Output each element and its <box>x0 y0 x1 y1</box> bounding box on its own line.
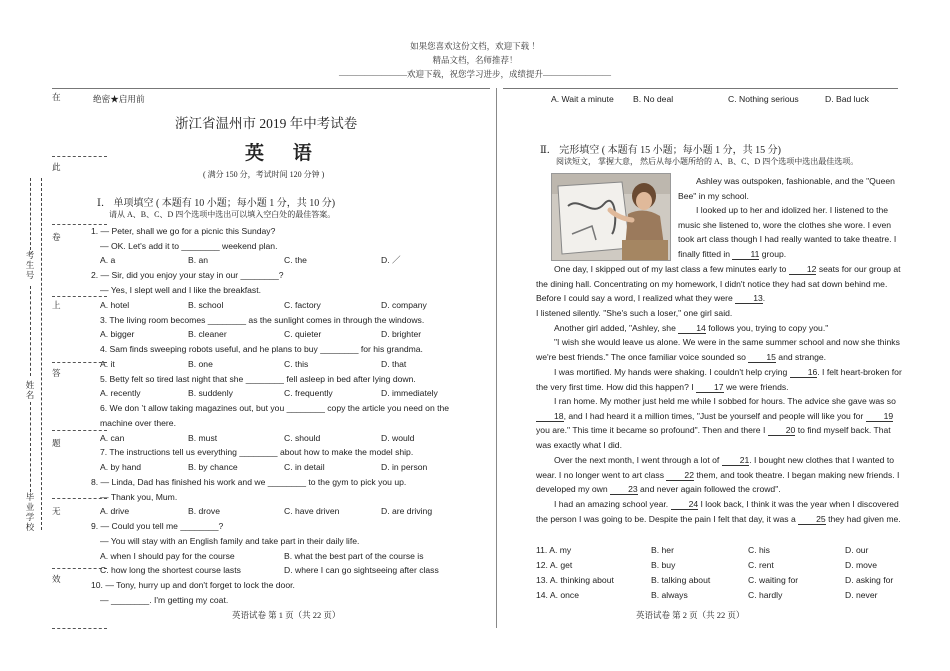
blank-23[interactable]: 23 <box>610 484 638 495</box>
choice-option[interactable]: D. asking for <box>845 575 894 585</box>
paragraph-7 <box>536 394 902 452</box>
question-stem-2: machine over there. <box>100 418 176 428</box>
paragraph-8-text-c: them, and took theatre. I began making new friends. I developed my own <box>536 469 900 495</box>
option[interactable]: D. brighter <box>381 329 422 339</box>
blank-16[interactable]: 16 <box>790 367 818 378</box>
question-stem-2: — OK. Let's add it to ________ weekend plan. <box>100 241 278 251</box>
illustration-svg <box>552 174 670 260</box>
choice-option[interactable]: C. rent <box>748 560 774 570</box>
q10-option-d[interactable]: D. Bad luck <box>825 94 869 104</box>
paragraph-1b-text: I looked up to her and idolized her. I listened to the music she listened to, wore the clothes she wore. I even took art class though I had really wanted to take theatre. I finally fitted in <box>678 205 897 259</box>
paragraph-2-text-a: One day, I skipped out of my last class a few minutes early to <box>554 264 787 274</box>
left-footer: 英语试卷 第 1 页（共 22 页） <box>232 610 341 620</box>
paragraph-6-text-c: we were friends. <box>725 381 789 392</box>
paragraph-7-text-a: I ran home. My mother just held me while I sobbed for hours. The advice she gave was so <box>554 396 896 406</box>
question-stem: 9. — Could you tell me ________? <box>91 521 224 531</box>
choice-option[interactable]: C. his <box>748 545 770 555</box>
option[interactable]: A. when I should pay for the course <box>100 551 235 561</box>
paragraph-9-text-c: they had given me. <box>828 513 901 524</box>
paragraph-3: I listened silently. "She's such a loser," one girl said. <box>536 308 733 318</box>
option[interactable]: B. by chance <box>188 462 238 472</box>
seal-dash <box>52 362 107 363</box>
option[interactable]: C. have driven <box>284 506 340 516</box>
question-stem: 6. We don ’t allow taking magazines out, but you ________ copy the article you need on the <box>100 403 450 413</box>
option[interactable]: B. one <box>188 359 213 369</box>
section2-instructions: 阅读短文， 掌握大意， 然后从每小题所给的 A、B、C、D 四个选项中选出最佳选项。 <box>556 157 859 166</box>
option[interactable]: B. drove <box>188 506 221 516</box>
choice-option[interactable]: B. her <box>651 545 674 555</box>
choice-option[interactable]: C. hardly <box>748 590 783 600</box>
question-stem-2: — ________. I'm getting my coat. <box>100 595 229 605</box>
choice-option[interactable]: D. never <box>845 590 878 600</box>
question-stem-2: — Thank you, Mum. <box>100 492 178 502</box>
option[interactable]: B. must <box>188 433 218 443</box>
option[interactable]: A. recently <box>100 388 141 398</box>
paragraph-1b-end: group. <box>761 248 787 259</box>
question-stem: 10. — Tony, hurry up and don't forget to lock the door. <box>91 580 295 590</box>
page-divider <box>496 88 497 628</box>
paragraph-8-text-b: . I bought new clothes that I wanted to wear. I no longer went to art class <box>536 455 895 480</box>
name-line <box>30 286 31 376</box>
choice-option[interactable]: B. buy <box>651 560 676 570</box>
option[interactable]: C. quieter <box>284 329 322 339</box>
option[interactable]: A. can <box>100 433 125 443</box>
option[interactable]: C. in detail <box>284 462 325 472</box>
option[interactable]: A. a <box>100 255 116 265</box>
option[interactable]: C. how long the shortest course lasts <box>100 565 241 575</box>
top-rule-left <box>52 88 490 89</box>
subject-title: 英 语 <box>245 143 324 164</box>
option[interactable]: C. factory <box>284 300 321 310</box>
paragraph-9 <box>536 497 902 526</box>
question-stem: 2. — Sir, did you enjoy your stay in our ________? <box>91 270 284 280</box>
binding-line <box>41 178 42 530</box>
paragraph-6-text-b: . I felt heart-broken for the very first time. How did this happen? I <box>536 367 902 392</box>
top-rule-right <box>503 88 898 89</box>
option[interactable]: D. company <box>381 300 427 310</box>
seal-dash <box>52 296 107 297</box>
paragraph-8-text-d: and never again followed the crowd". <box>640 484 781 495</box>
option[interactable]: D. ／ <box>381 255 401 265</box>
q10-option-b[interactable]: B. No deal <box>633 94 674 104</box>
secret-mark: 绝密★启用前 <box>93 94 145 104</box>
option[interactable]: D. that <box>381 359 407 369</box>
question-stem: 7. The instructions tell us everything ________ about how to make the model ship. <box>100 447 414 457</box>
seal-char-2: 此 <box>52 162 61 172</box>
choice-option[interactable]: D. move <box>845 560 877 570</box>
option[interactable]: D. would <box>381 433 415 443</box>
option[interactable]: A. it <box>100 359 115 369</box>
header-line-1: 如果您喜欢这份文档，欢迎下载 ！ <box>410 41 540 51</box>
exam-title: 浙江省温州市 2019 年中考试卷 <box>175 116 358 131</box>
section2-title: Ⅱ． 完形填空 ( 本题有 15 小题；每小题 1 分，共 15 分) <box>540 145 781 156</box>
seal-char-5: 答 <box>52 368 61 378</box>
paragraph-9-text-a: I had an amazing school year. <box>554 499 669 509</box>
option[interactable]: B. what the best part of the course is <box>284 551 424 561</box>
paragraph-1a: Ashley was outspoken, fashionable, and the "Queen Bee" in my school. <box>678 176 895 201</box>
paragraph-7-text-c: you are." This time it became so profound". Then and there I <box>536 425 766 436</box>
choice-option[interactable]: 14. A. once <box>536 590 580 600</box>
choice-option[interactable]: 11. A. my <box>536 545 572 555</box>
seal-char-1: 在 <box>52 92 61 102</box>
question-stem-2: — Yes, I slept well and I like the breakfast. <box>100 285 261 295</box>
option[interactable]: A. bigger <box>100 329 135 339</box>
paragraph-8-text-a: Over the next month, I went through a lot of <box>554 455 720 465</box>
blank-14[interactable]: 14 <box>678 323 706 334</box>
question-stem: 4. Sam finds sweeping robots useful, and he plans to buy ________ for his grandma. <box>100 344 423 354</box>
seal-char-7: 无 <box>52 506 61 516</box>
paragraph-5-text-a: "I wish she would leave us alone. We were in the same summer school and now she thinks we're best friends." The once familiar voice sounded so <box>536 337 900 362</box>
choice-option[interactable]: B. always <box>651 590 688 600</box>
paragraph-2-text-b: seats for our group at the dining hall. Concentrating on my homework, I didn't notice they had sat down behind me. Before I could say a word, I realized what they were <box>536 264 901 304</box>
paragraph-7-text-b: , and I had heard it a million times, "Just be yourself and people will like you for <box>563 410 864 421</box>
section1-instructions: 请从 A、B、C、D 四个选项中选出可以填入空白处的最佳答案。 <box>109 210 336 219</box>
blank-21[interactable]: 21 <box>722 455 750 466</box>
question-stem-2: — You will stay with an English family and take part in their daily life. <box>100 536 360 546</box>
seal-dash <box>52 430 107 431</box>
option[interactable]: A. hotel <box>100 300 130 310</box>
blank-13[interactable]: 13 <box>735 293 763 304</box>
blank-17[interactable]: 17 <box>696 382 724 393</box>
question-stem: 1. — Peter, shall we go for a picnic this Sunday? <box>91 226 276 236</box>
choice-option[interactable]: 13. A. thinking about <box>536 575 614 585</box>
option[interactable]: B. school <box>188 300 224 310</box>
blank-18[interactable]: 18 <box>536 411 564 422</box>
option[interactable]: D. are driving <box>381 506 433 516</box>
option[interactable]: B. an <box>188 255 209 265</box>
paragraph-4 <box>536 321 902 336</box>
option[interactable]: C. the <box>284 255 307 265</box>
question-stem: 8. — Linda, Dad has finished his work and we ________ to the gym to pick you up. <box>91 477 407 487</box>
question-stem: 3. The living room becomes ________ as the sunlight comes in through the windows. <box>100 315 425 325</box>
blank-24[interactable]: 24 <box>671 499 699 510</box>
school-label: 毕业学校 <box>25 492 35 532</box>
paragraph-9-text-b: I look back, I think it was the year when I discovered the person I was going to be. Despite the pain I felt that day, it was a <box>536 499 899 524</box>
q10-option-a[interactable]: A. Wait a minute <box>551 94 614 104</box>
paragraph-1b <box>678 203 898 261</box>
paragraph-7-text-d: to find myself back. That was exactly what I did. <box>536 425 891 450</box>
choice-option[interactable]: D. our <box>845 545 869 555</box>
paragraph-6-text-a: I was mortified. My hands were shaking. I couldn't help crying <box>554 367 788 377</box>
option[interactable]: D. in person <box>381 462 428 472</box>
choice-option[interactable]: B. talking about <box>651 575 711 585</box>
option[interactable]: D. where I can go sightseeing after class <box>284 565 439 575</box>
paragraph-4-text-a: Another girl added, "Ashley, she <box>554 323 676 333</box>
q10-option-c[interactable]: C. Nothing serious <box>728 94 799 104</box>
option[interactable]: A. by hand <box>100 462 142 472</box>
seal-dash <box>52 498 107 499</box>
school-line <box>30 402 31 492</box>
exam-id-line <box>30 178 31 250</box>
seal-dash <box>52 568 107 569</box>
blank-25[interactable]: 25 <box>798 514 826 525</box>
paragraph-8 <box>536 453 902 497</box>
option[interactable]: C. frequently <box>284 388 333 398</box>
seal-char-6: 题 <box>52 438 61 448</box>
exam-meta: ( 满分 150 分，考试时间 120 分钟 ) <box>203 170 325 179</box>
name-label: 姓名 <box>25 380 35 400</box>
paragraph-5-text-b: and strange. <box>778 351 827 362</box>
section1-title: Ⅰ． 单项填空 ( 本题有 10 小题；每小题 1 分，共 10 分) <box>97 198 336 209</box>
blank-20[interactable]: 20 <box>768 425 796 436</box>
option[interactable]: D. immediately <box>381 388 438 398</box>
option[interactable]: B. suddenly <box>188 388 233 398</box>
blank-15[interactable]: 15 <box>748 352 776 363</box>
blank-22[interactable]: 22 <box>666 470 694 481</box>
option[interactable]: C. should <box>284 433 321 443</box>
seal-dash <box>52 224 107 225</box>
blank-11[interactable]: 11 <box>732 249 759 260</box>
seal-dash <box>52 156 107 157</box>
option[interactable]: C. this <box>284 359 309 369</box>
paragraph-2 <box>536 262 902 306</box>
option[interactable]: B. cleaner <box>188 329 227 339</box>
header-line-3: ————————欢迎下载，祝您学习进步，成绩提升———————— <box>338 69 611 79</box>
paragraph-4-text-b: follows you, trying to copy you." <box>708 323 829 333</box>
question-stem: 5. Betty felt so tired last night that she ________ fell asleep in bed after lying down. <box>100 374 416 384</box>
seal-char-3: 卷 <box>52 232 61 242</box>
header-line-2: 精品文档，名师推荐！ <box>432 55 518 65</box>
choice-option[interactable]: C. waiting for <box>748 575 799 585</box>
seal-char-4: 上 <box>52 300 61 310</box>
paragraph-6 <box>536 365 902 394</box>
blank-19[interactable]: 19 <box>866 411 894 422</box>
seal-dash <box>52 628 107 629</box>
blank-12[interactable]: 12 <box>789 264 817 275</box>
girl-drawing-picture-icon <box>551 173 671 261</box>
seal-char-8: 效 <box>52 574 61 584</box>
option[interactable]: A. drive <box>100 506 130 516</box>
choice-option[interactable]: 12. A. get <box>536 560 573 570</box>
paragraph-2-text-c: . <box>762 293 766 304</box>
paragraph-5 <box>536 335 902 364</box>
exam-id-label: 考生号 <box>25 250 35 280</box>
right-footer: 英语试卷 第 2 页（共 22 页） <box>636 610 745 620</box>
